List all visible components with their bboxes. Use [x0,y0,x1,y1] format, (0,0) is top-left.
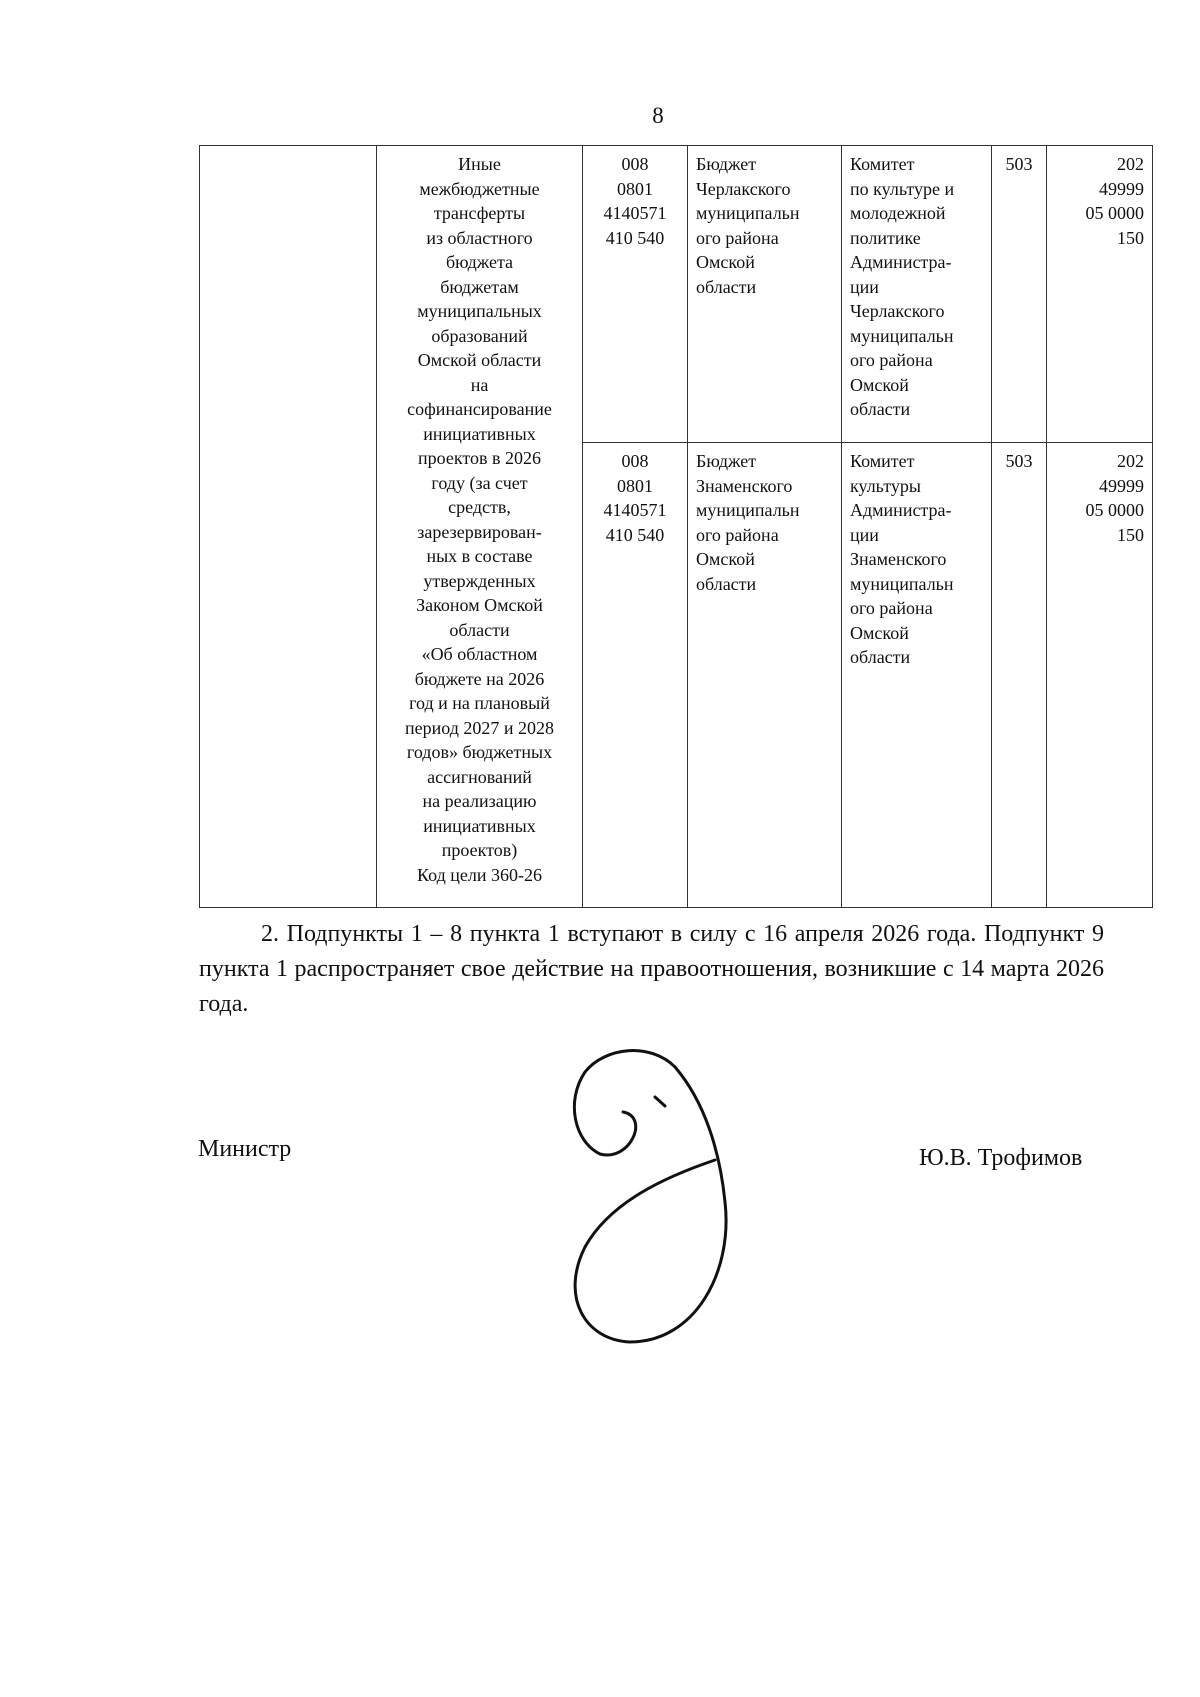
cell-line: софинансирование [407,399,552,419]
recipient-budget-cell [688,443,842,908]
cell-line: Знаменского [850,549,947,569]
cell-line: 05 0000 [1085,500,1144,520]
cell-line: год и на плановый [409,693,550,713]
cell-line: ции [850,276,879,297]
cell-line: области [449,619,510,640]
cell-line: области [850,399,911,419]
cell-line: ого района [696,524,779,545]
signer-name: Ю.В. Трофимов [919,1145,1083,1171]
cell-line: период 2027 и 2028 [404,717,555,738]
cell-line: Омской [850,622,909,643]
cell-line: году (за счет [431,472,528,493]
cell-line: межбюджетные [419,178,540,199]
cell-line: проектов в 2026 [418,448,541,468]
cell-line: 05 0000 [1085,203,1144,223]
signer-role: Министр [198,1136,292,1162]
cell-line: 0801 [617,178,653,199]
cell-line: на реализацию [422,791,537,811]
cell-line: из областного [426,227,533,248]
cell-line: 49999 [1099,475,1144,496]
cell-line: 4140571 [603,203,667,223]
cell-line: Черлакского [850,301,945,321]
admin-code-cell: 503 [992,146,1047,443]
page-number: 8 [652,103,664,128]
cell-line: 410 540 [605,227,665,248]
cell-line: «Об областном [421,644,538,664]
cell-line: 202 [1117,154,1144,174]
cell-line: инициативных [423,815,536,836]
cell-line: политике [850,227,921,248]
cell-line: Администра- [850,252,952,272]
handwritten-signature [555,1042,755,1362]
cell-line: 4140571 [603,500,667,520]
kbk-cell [1047,443,1153,908]
cell-line: муниципальн [696,500,800,520]
cell-line: Омской [850,374,909,395]
cell-line: Омской [696,252,755,272]
cell-line: трансферты [433,203,526,223]
cell-line: бюджетам [440,276,519,297]
cell-line: Бюджет [696,154,757,174]
cell-line: Администра- [850,500,952,520]
cell-line: Комитет [850,451,915,471]
cell-line: Бюджет [696,451,757,471]
cell-line: ого района [850,598,933,618]
cell-line: области [696,573,757,594]
code-cell [583,146,688,443]
administrator-cell [842,146,992,443]
cell-line: муниципальных [417,301,542,321]
kbk-cell [1047,146,1153,443]
cell-line: 150 [1117,227,1144,248]
administrator-cell [842,443,992,908]
cell-line: образований [431,325,528,346]
cell-line: бюджете на 2026 [414,668,545,689]
cell-line: ого района [850,350,933,370]
admin-code-cell: 503 [992,443,1047,908]
cell-line: 0801 [617,475,653,496]
cell-line: ого района [696,227,779,248]
cell-line: на [470,374,489,395]
cell-line: зарезервирован- [417,521,542,542]
cell-line: ции [850,524,879,545]
cell-line: Омской [696,549,755,569]
cell-line: муниципальн [850,325,954,346]
table-row [200,146,1153,443]
cell-line: ассигнований [427,766,532,787]
cell-line: 008 [621,154,649,174]
cell-line: инициативных [423,423,536,444]
cell-line: ных в составе [426,546,533,566]
cell-line: 410 540 [605,524,665,545]
paragraph-text: 2. Подпункты 1 – 8 пункта 1 вступают в силу с 16 апреля 2026 года. Подпункт 9 пункта 1 распространяет свое действие на правоотношения, возникшие с 14 марта 2026 года. [199,921,1104,1017]
empty-cell [200,146,377,908]
cell-line: 008 [621,451,649,471]
cell-line: культуры [850,475,921,496]
code-cell [583,443,688,908]
effective-date-paragraph [199,917,1104,1022]
cell-line: годов» бюджетных [406,742,553,762]
cell-line: Знаменского [696,475,793,496]
cell-line: области [850,647,911,667]
cell-line: молодежной [850,203,946,223]
cell-line: Комитет [850,154,915,174]
cell-line: Код цели 360-26 [417,864,542,885]
cell-line: 202 [1117,451,1144,471]
cell-line: Законом Омской [416,595,543,615]
transfer-name-cell [377,146,583,908]
recipient-budget-cell [688,146,842,443]
cell-line: Омской области [417,350,542,370]
cell-line: утвержденных [423,570,536,591]
cell-line: области [696,276,757,297]
cell-line: 49999 [1099,178,1144,199]
cell-line: средств, [448,497,511,517]
cell-line: Иные [458,154,501,174]
cell-line: бюджета [445,252,514,272]
cell-line: муниципальн [696,203,800,223]
cell-line: проектов) [441,840,518,860]
cell-line: Черлакского [696,178,791,199]
cell-line: по культуре и [850,178,955,199]
cell-line: 150 [1117,524,1144,545]
budget-transfer-table [199,145,1153,908]
cell-line: муниципальн [850,573,954,594]
